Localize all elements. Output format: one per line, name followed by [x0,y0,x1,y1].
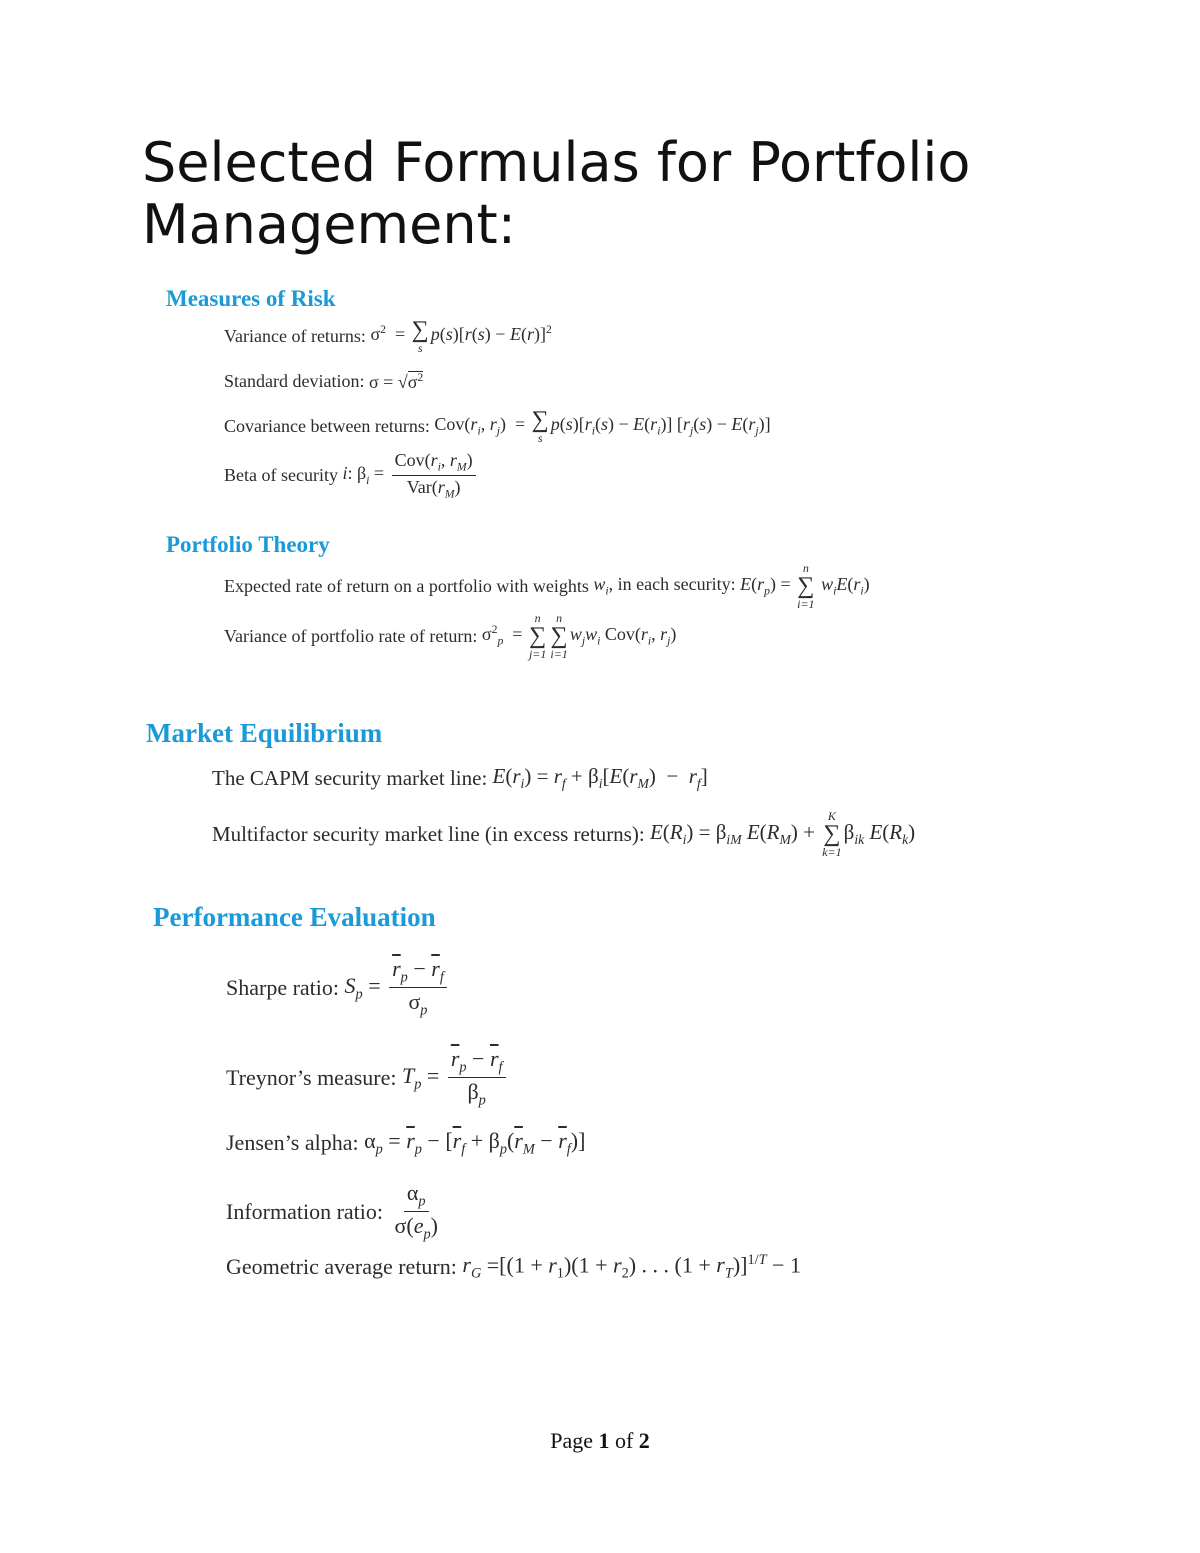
expected-math: $w_i$, in each security: $E(r_p)$ = n ∑ i=1 $w_iE(r_i)$ [593,561,870,611]
stdev-math: $\sigma = √\sigma^2$ [368,370,424,392]
treynor-formula [226,1046,509,1110]
page-title: Selected Formulas for Portfolio Management: [142,131,971,256]
sharpe-formula [226,956,450,1020]
expected-label: Expected rate of return on a portfolio with weights [224,575,589,596]
section-heading-performance: Performance Evaluation [153,902,436,932]
beta-label: Beta of security [224,464,338,485]
port-var-label: Variance of portfolio rate of return: [224,625,478,646]
geometric-label: Geometric average return: [226,1254,457,1280]
section-heading-portfolio: Portfolio Theory [166,532,330,557]
covariance-math: $Cov(r_i$, $r_j$) = ∑ s $p(s)[r_i(s) - E(r_i)] [r_j(s) - E(r_j)]$ [434,407,771,445]
footer-page-word: Page [550,1428,593,1453]
treynor-label: Treynor’s measure: [226,1064,397,1090]
footer-of-word: of [614,1428,634,1453]
section-heading-market: Market Equilibrium [146,718,383,748]
stdev-label: Standard deviation: [224,371,365,392]
jensen-formula [226,1128,585,1158]
sharpe-label: Sharpe ratio: [226,974,340,1000]
info-label: Information ratio: [226,1198,384,1224]
stdev-formula [224,370,423,393]
covariance-formula [224,408,771,444]
jensen-math: $\alpha_p = \overline{r}_p - [\overline{r}_f + \beta_p(\overline{r}_M - \overline{r}_f)]$ [364,1128,586,1158]
variance-formula [224,318,552,354]
geometric-formula [226,1252,801,1283]
portfolio-variance-formula [224,612,676,660]
footer-page-total: 2 [638,1428,650,1453]
page-footer [0,1428,1200,1454]
jensen-label: Jensen’s alpha: [226,1130,359,1156]
expected-label-tail: , in each security: [608,574,736,595]
info-math: $\frac{\alpha_p}{\sigma(e_p)}$ [394,1180,438,1243]
variance-label: Variance of returns: [224,325,366,346]
capm-label: The CAPM security market line: [212,765,488,790]
capm-formula [212,764,708,792]
multifactor-math: $E(R_i) = \beta_{iM}$ $E(R_M)$ + K ∑ k=1 $\beta_{ik}$ $E(R_k)$ [649,809,916,859]
sharpe-math: $S_p$ = $\frac{\overline{r}_p - \overline{r}_f}{\sigma_p}$ [345,956,450,1020]
beta-formula [224,450,479,500]
treynor-math: $T_p$ = $\frac{\overline{r}_p - \overline{r}_f}{\beta_p}$ [402,1046,509,1110]
covariance-label: Covariance between returns: [224,415,430,436]
capm-math: $E(r_i) = r_f + \beta_i[E(r_M) - r_f]$ [492,764,708,792]
port-var-math: $\sigma^2_p$ = n ∑ j=1 n ∑ i=1 $w_jw_i$ $Cov(r_i$, $r_j$) [481,611,677,661]
multifactor-formula [212,810,915,858]
information-ratio-formula [226,1180,444,1244]
expected-return-formula [224,562,870,610]
variance-math: $\sigma^2$ = ∑ s $p(s)[r(s) - E(r)]^2$ [370,317,552,355]
footer-page-number: 1 [598,1428,610,1453]
beta-math: i: $\beta_i$ = $\frac{Cov(r_i, r_M)}{Var(r_M)}$ [342,450,478,500]
geometric-math: $r_G =[(1 + r_1)(1 + r_2)$ . . . $(1 + r_T)]^{1/T} - 1$ [462,1252,801,1282]
section-heading-risk: Measures of Risk [166,286,336,311]
multifactor-label: Multifactor security market line (in excess returns): [212,821,645,846]
